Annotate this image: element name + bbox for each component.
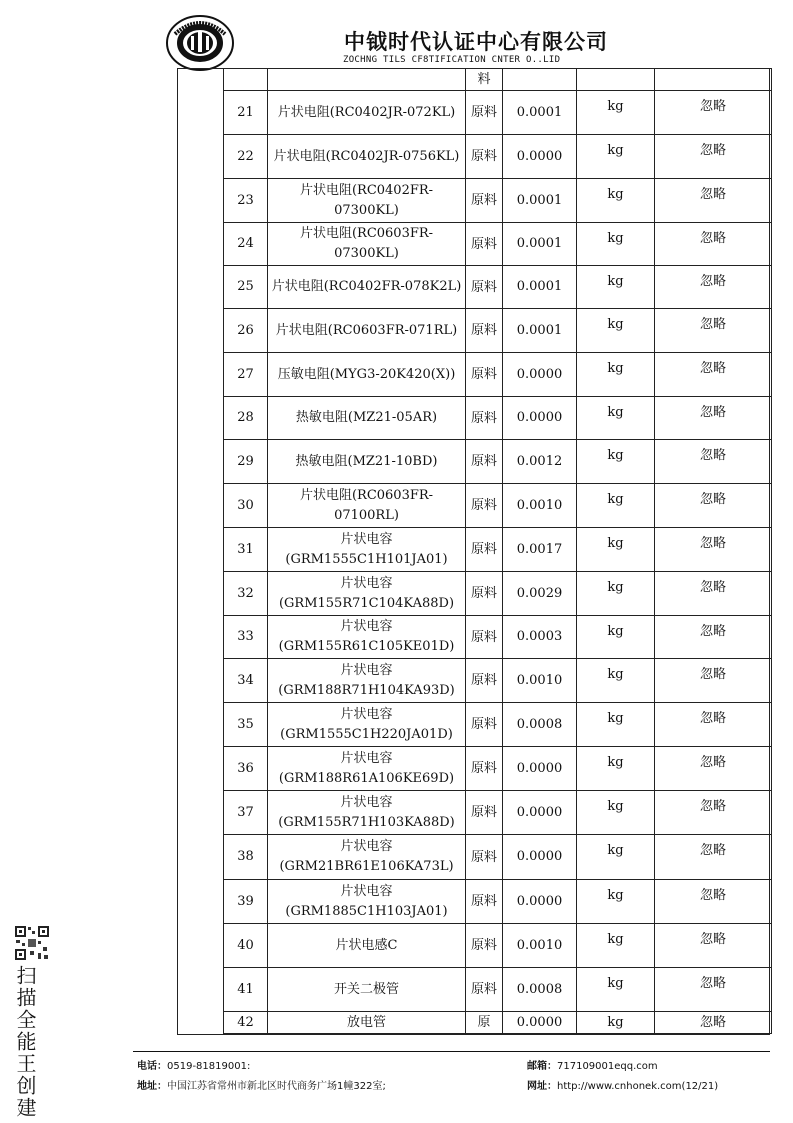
material-name: 片状电容(GRM188R61A106KE69D): [268, 747, 466, 791]
weight-value: 0.0001: [503, 223, 577, 266]
row-number: 41: [224, 968, 268, 1012]
note: 忽略: [655, 924, 772, 968]
material-name: 片状电阻(RC0402FR-07300KL): [268, 179, 466, 223]
row-number: 33: [224, 616, 268, 659]
weight-unit: kg: [577, 924, 655, 968]
weight-unit: kg: [577, 1012, 655, 1034]
weight-value: 0.0000: [503, 353, 577, 397]
row-number: 26: [224, 309, 268, 353]
weight-unit: kg: [577, 968, 655, 1012]
weight-unit: kg: [577, 835, 655, 880]
weight-value: 0.0000: [503, 135, 577, 179]
material-type: 原料: [466, 223, 503, 266]
note: 忽略: [655, 91, 772, 135]
table-row: [224, 747, 772, 791]
row-number: 35: [224, 703, 268, 747]
material-type-fragment: 料: [466, 69, 503, 91]
qr-code-icon: [14, 925, 50, 961]
table-row: [224, 309, 772, 353]
note: 忽略: [655, 572, 772, 616]
footer-email: [527, 1057, 658, 1072]
weight-value: 0.0001: [503, 179, 577, 223]
note: 忽略: [655, 528, 772, 572]
material-name: 片状电容(GRM21BR61E106KA73L): [268, 835, 466, 880]
weight-unit: kg: [577, 484, 655, 528]
row-number: 24: [224, 223, 268, 266]
material-type: 原料: [466, 968, 503, 1012]
material-type: 原料: [466, 91, 503, 135]
table-row: [224, 659, 772, 703]
material-type: 原料: [466, 309, 503, 353]
material-name: 片状电容(GRM155R71H103KA88D): [268, 791, 466, 835]
table-row: [224, 179, 772, 223]
row-number: 39: [224, 880, 268, 924]
table-row: [224, 528, 772, 572]
material-name: 片状电感C: [268, 924, 466, 968]
company-name-cn: 中钺时代认证中心有限公司: [344, 30, 608, 54]
weight-unit: kg: [577, 266, 655, 309]
table-row: [224, 397, 772, 440]
row-number: 29: [224, 440, 268, 484]
weight-unit: kg: [577, 659, 655, 703]
material-name: 放电管: [268, 1012, 466, 1034]
material-type: 原料: [466, 440, 503, 484]
note: 忽略: [655, 791, 772, 835]
material-type: 原料: [466, 747, 503, 791]
footer-website: [527, 1077, 718, 1092]
weight-value: 0.0000: [503, 880, 577, 924]
material-type: 原料: [466, 659, 503, 703]
material-type: 原料: [466, 484, 503, 528]
materials-table: [223, 68, 772, 1034]
note: 忽略: [655, 135, 772, 179]
weight-unit: kg: [577, 616, 655, 659]
note: 忽略: [655, 353, 772, 397]
website-label: 网址：: [527, 1081, 557, 1092]
weight-unit: kg: [577, 135, 655, 179]
weight-value: 0.0029: [503, 572, 577, 616]
row-number: 22: [224, 135, 268, 179]
weight-unit: kg: [577, 572, 655, 616]
weight-value: 0.0012: [503, 440, 577, 484]
weight-unit: kg: [577, 880, 655, 924]
table-row-fragment: [224, 69, 772, 91]
material-type: 原料: [466, 528, 503, 572]
material-type: 原料: [466, 397, 503, 440]
weight-value: 0.0017: [503, 528, 577, 572]
table-row: [224, 791, 772, 835]
row-number: 21: [224, 91, 268, 135]
footer-phone: [137, 1057, 250, 1072]
row-number: 38: [224, 835, 268, 880]
note: 忽略: [655, 880, 772, 924]
row-number: 40: [224, 924, 268, 968]
row-number: 37: [224, 791, 268, 835]
weight-value: 0.0000: [503, 1012, 577, 1034]
row-number: 28: [224, 397, 268, 440]
weight-value: 0.0010: [503, 659, 577, 703]
phone-label: 电话：: [137, 1061, 167, 1072]
email-label: 邮箱：: [527, 1061, 557, 1072]
weight-value: 0.0010: [503, 924, 577, 968]
weight-value: 0.0003: [503, 616, 577, 659]
material-name: 片状电容(GRM155R71C104KA88D): [268, 572, 466, 616]
material-name: 片状电阻(RC0402JR-0756KL): [268, 135, 466, 179]
material-name: 片状电阻(RC0603FR-07100RL): [268, 484, 466, 528]
table-row: [224, 616, 772, 659]
note: 忽略: [655, 440, 772, 484]
note: 忽略: [655, 659, 772, 703]
row-number: 34: [224, 659, 268, 703]
material-type: 原: [466, 1012, 503, 1034]
row-number: 32: [224, 572, 268, 616]
note: 忽略: [655, 968, 772, 1012]
material-name: 片状电阻(RC0603FR-07300KL): [268, 223, 466, 266]
email-value: 717109001eqq.com: [557, 1061, 658, 1072]
weight-value: 0.0000: [503, 397, 577, 440]
phone-value: 0519-81819001:: [167, 1061, 251, 1072]
weight-value: 0.0001: [503, 309, 577, 353]
table-row: [224, 703, 772, 747]
material-name: 片状电容(GRM1555C1H220JA01D): [268, 703, 466, 747]
weight-unit: kg: [577, 703, 655, 747]
table-row: [224, 484, 772, 528]
weight-unit: kg: [577, 353, 655, 397]
material-type: 原料: [466, 179, 503, 223]
table-row: [224, 835, 772, 880]
note: 忽略: [655, 484, 772, 528]
note: 忽略: [655, 309, 772, 353]
weight-value: 0.0001: [503, 266, 577, 309]
row-number: 36: [224, 747, 268, 791]
weight-unit: kg: [577, 179, 655, 223]
weight-unit: kg: [577, 528, 655, 572]
weight-unit: kg: [577, 309, 655, 353]
material-type: 原料: [466, 880, 503, 924]
footer-divider: [133, 1051, 770, 1052]
website-value[interactable]: http://www.cnhonek.com(12/21): [557, 1081, 719, 1092]
row-number: 31: [224, 528, 268, 572]
note: 忽略: [655, 266, 772, 309]
row-number: 23: [224, 179, 268, 223]
weight-value: 0.0000: [503, 747, 577, 791]
note: 忽略: [655, 747, 772, 791]
material-name: 片状电容(GRM1555C1H101JA01): [268, 528, 466, 572]
table-row: [224, 223, 772, 266]
weight-value: 0.0010: [503, 484, 577, 528]
table-row: [224, 1012, 772, 1034]
address-value: 中国江苏省常州市新北区时代商务广场1幢322室;: [167, 1081, 386, 1092]
material-name: 片状电阻(RC0603FR-071RL): [268, 309, 466, 353]
address-label: 地址：: [137, 1081, 167, 1092]
table-row: [224, 440, 772, 484]
weight-unit: kg: [577, 397, 655, 440]
material-name: 片状电容(GRM188R71H104KA93D): [268, 659, 466, 703]
material-name: 热敏电阻(MZ21-05AR): [268, 397, 466, 440]
table-row: [224, 353, 772, 397]
footer-address: [137, 1077, 386, 1092]
company-logo-seal: [165, 14, 235, 72]
material-type: 原料: [466, 835, 503, 880]
material-type: 原料: [466, 572, 503, 616]
note: 忽略: [655, 616, 772, 659]
weight-value: 0.0001: [503, 91, 577, 135]
weight-value: 0.0008: [503, 703, 577, 747]
table-row: [224, 135, 772, 179]
row-number: 25: [224, 266, 268, 309]
note: 忽略: [655, 1012, 772, 1034]
weight-value: 0.0008: [503, 968, 577, 1012]
table-row: [224, 91, 772, 135]
note: 忽略: [655, 397, 772, 440]
row-number: 42: [224, 1012, 268, 1034]
material-name: 压敏电阻(MYG3-20K420(X)): [268, 353, 466, 397]
note: 忽略: [655, 835, 772, 880]
company-name-en: ZOCHNG TILS CF8TIFICATION CNTER O..LID: [343, 55, 561, 65]
table-row: [224, 266, 772, 309]
weight-value: 0.0000: [503, 835, 577, 880]
weight-unit: kg: [577, 791, 655, 835]
note: 忽略: [655, 223, 772, 266]
scan-watermark-text: 扫描全能王创建: [13, 965, 37, 1119]
material-type: 原料: [466, 791, 503, 835]
table-row: [224, 968, 772, 1012]
material-type: 原料: [466, 353, 503, 397]
weight-unit: kg: [577, 223, 655, 266]
row-number: 30: [224, 484, 268, 528]
row-number: 27: [224, 353, 268, 397]
material-type: 原料: [466, 924, 503, 968]
note: 忽略: [655, 179, 772, 223]
table-row: [224, 572, 772, 616]
weight-unit: kg: [577, 747, 655, 791]
material-type: 原料: [466, 135, 503, 179]
material-name: 片状电阻(RC0402FR-078K2L): [268, 266, 466, 309]
material-name: 片状电容(GRM155R61C105KE01D): [268, 616, 466, 659]
table-row: [224, 880, 772, 924]
material-name: 开关二极管: [268, 968, 466, 1012]
weight-unit: kg: [577, 440, 655, 484]
weight-value: 0.0000: [503, 791, 577, 835]
material-name: 片状电容(GRM1885C1H103JA01): [268, 880, 466, 924]
material-type: 原料: [466, 266, 503, 309]
material-type: 原料: [466, 703, 503, 747]
material-type: 原料: [466, 616, 503, 659]
table-row: [224, 924, 772, 968]
note: 忽略: [655, 703, 772, 747]
material-name: 片状电阻(RC0402JR-072KL): [268, 91, 466, 135]
weight-unit: kg: [577, 91, 655, 135]
material-name: 热敏电阻(MZ21-10BD): [268, 440, 466, 484]
